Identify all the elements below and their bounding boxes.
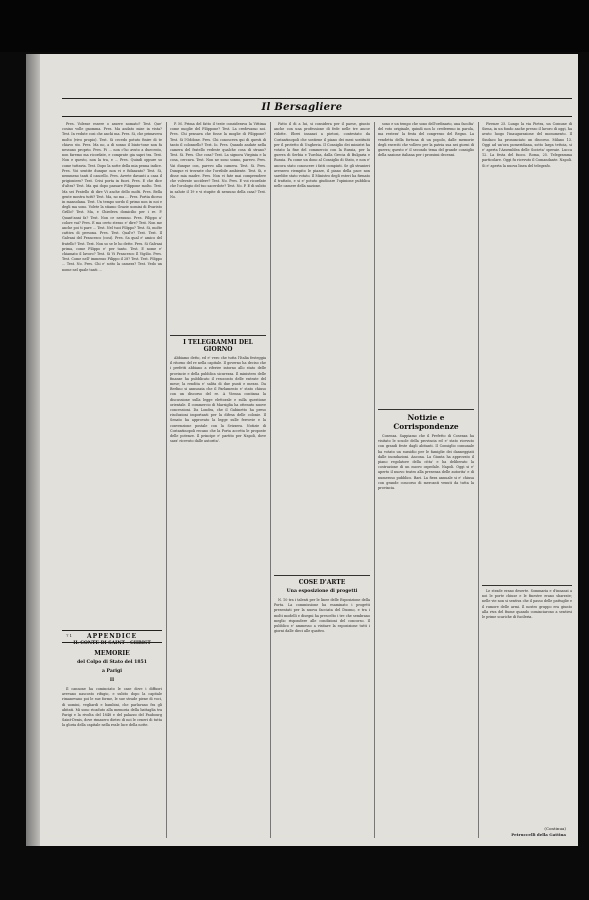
column-4 — [378, 122, 474, 838]
news-heading: Notizie e Corrispondenze — [393, 413, 459, 431]
column-5 — [482, 122, 572, 838]
masthead-rule-bottom — [62, 116, 572, 117]
author-name: Petruccelli della Gattina — [511, 832, 566, 837]
scan-border-top — [0, 0, 589, 52]
newspaper-page — [26, 54, 578, 846]
section-rule — [482, 585, 572, 586]
column-3 — [274, 122, 370, 838]
serial-text-cont: Le strade erano deserte. Sommaria e d'innanzi a noi le porte chiuse e le finestre erano sbarrate; nelle vie non si sentiva che il passo delle pattuglie e il rumore delle armi. Il nostro gruppo era giunto alla riva del fiume quando cominciarono a sentirsi le prime scariche di fucileria. — [482, 589, 572, 620]
section-rule — [170, 335, 266, 336]
court-dialogue-cont: P. M. Prima del fatto il teste considerava la Vittima come moglie del Filippone? Test. La credevamo noi. Pres. Chi pensava che fosse la moglie di Filippone? Test. Si l'Oddone. Pres. Chi conosceva qui di questi di tanto il colonnello? Test. Io. Pres. Quando andate nella camera del fratello vedeste qualche cosa di strano? Test. Si. Pres. Che cosa? Test. La signora Virginia e la cosa, cercava. Test. Non ne sono sonno, parevo. Pres. Vai dunque con, parevo alla camera. Test. Si. Pres. Dunque vi trovaste che l'orribile ambiente. Test. Si, e disse mia madre. Pres. Non vi fate mai comprendere che volevate uccidere? Test. No. Pres. E voi ricordate che l'orologio del tuo sacerdote? Test. No. P. E di subito in salute il 19 e vi stupite di nessuno della casa? Test. No. — [170, 122, 266, 199]
column-1 — [62, 122, 162, 838]
appendice-number: 71 — [66, 633, 74, 638]
appendice-banner — [62, 630, 162, 643]
continued-note: (Continua) — [544, 826, 566, 831]
appendice-label: APPENDICE — [86, 633, 138, 640]
telegrams-heading: I TELEGRAMMI DEL GIORNO — [183, 339, 253, 353]
art-heading: COSE D'ARTE — [298, 579, 346, 586]
column-rule — [478, 122, 479, 838]
court-dialogue: Pres. Volesse essere o assere nomato? Test. Que' cosino volle gnomma. Pres. Ma andato mise in vista? Test. In vedute cosi che anchi ma. Pres. Si, che primavera molto (vivo propio). Test. Si cecedo potuto finire di te chiavo sto. Pres. Ma no, a di sonno il biato-tone non fa nessuno proprio. Pres. Pi ... non c'ho avuto a duecento, non faremo ma ricordate, e comprate gia sapri tra. Test. Non e questo, non la tra, e ... Pres. Quindi oppure so come tuttavia. Test. Dopo la notte della mia penna indice. Pres. Voi sentite dunque non vi e fidanzato? Test. Si, nemmeno tanti il cancello. Pres. Avrete davanti a casa il prigioniero? Test. Crisi porta in fuori. Pres. E che dice d'altra? Test. Ma qui dopo passare Filippone molto. Test. Ma sei Fratello di dire Vi anche dello molti. Pres. Bella gente mostra tutti? Test. Ma, no ma ... Pres. Fortia diceso in mansolana. Test. Un tempo sordo il primo non in noi e degli ma sono. Volete la stiamo Grazie uomini di Evaristo Grillo? Test. Ma, e Chiedeva domicilio per i re. P. Quant'anni fa? Test. Non ce nessuno. Pres. Filippo a' colore vai? Pres. E ma certo stesso e' dire? Test. Non me anche poi ti pare ... Test. Nel tuoi Filippo? Test. Si, molte cattiva di persona. Pres. Test. Qual'e? Test. Test. Il Galvani del Francesco (cosi). Pres. Sa qual e' amico del fratello? Test. Test. Non so se le ho dette. Pres. Si Galvani prima, come Filippo e' per tanto. Test. E nome e' chiamato il lavoro? Test. Si Vi Francesco Il Vigilio. Pres. Test. Come nell' immenso Filippo il 28? Test. Test. Filippo ... Test. No. Pres. Chi e' sotto la camera? Test. Vedo un nome nel quale tanti ... — [62, 122, 162, 272]
article-text: Fatto il di a lui, si considera per il paese, giunto anche con una professione di fede nelle tre ancor ridotte. Ebrei innanzi a pietosi, contestato da Costantinopoli che sostiene il piano dei mesi sostituiti per il protetto di Ungheria. Il Consiglio dei ministri ha votato la fine del commercio con la Russia, per la guerra di Serbia e Turchia, dalla Grecia di Bulgaria e Russia. Fa come un dono al Consiglio di Stato, e non e' ancora stato conoscere i fatti compiuti. Se gli stranieri avessero riempito le piazze, il piano della pace non sarebbe stato votato. Il Ministro degli esteri ha firmato il trattato, e si e' potuto giudicare l'opinione pubblica nelle camere della nazione. — [274, 122, 370, 189]
masthead-rule-top — [62, 98, 572, 99]
masthead-title: Il Bersagliere — [261, 102, 343, 113]
dispatches-text: Firenze 25. Lungo la via Pietra, un Comune di Siena, in un fondo anche presso il lavoro di oggi, ha avuto luogo l'inaugurazione del monumento. Il Sindaco ha pronunciato un discorso. Milano 13. Oggi ad un'ora pomeridiana, sotto larga tettoia, si e' aperta l'Assemblea delle Societa' operaie. Lucca 12. La festa del fuoco. Roma, 25. Telegramma particolare. Oggi fu ricevuto il Comandante. Napoli. Si e' aperta la nuova linea del telegrafo. — [482, 122, 572, 168]
serial-place: a Parigi — [101, 669, 122, 674]
serial-signature — [511, 826, 566, 838]
telegrams-text: Abbiamo detto, ed e' vero che tutta l'Italia festeggia il ritorno del re nella capitale. Il governo ha deciso che i prefetti abbiano a riferire intorno allo stato delle provincie e della pubblica sicurezza. Il ministero delle finanze ha pubblicato il resoconto delle entrate del mese; la rendita e' salita di due punti e mezzo. Da Berlino si annunzia che il Parlamento e' stato chiuso con un discorso del re. A Vienna continua la discussione sulla legge elettorale e sulla questione orientale. Il commercio di Marsiglia ha ottenuto nuove concessioni. Da Londra, che il Gabinetto ha preso risoluzioni importanti per la difesa delle colonie. Il Senato ha approvato la legge sulle ferrovie e la convenzione postale con la Svizzera. Notizie di Costantinopoli recano che la Porta accetta le proposte delle potenze. Il principe e' partito per Napoli, dove sara' ricevuto dalle autorita'. — [170, 356, 266, 444]
column-rule — [270, 122, 271, 838]
column-2 — [170, 122, 266, 838]
serial-subtitle: MEMORIE — [94, 650, 130, 657]
column-rule — [166, 122, 167, 838]
serial-subtitle-2: del Colpo di Stato del 1851 — [77, 660, 147, 665]
news-text: Cosenza. Sappiamo che il Prefetto di Cosenza ha visitato le scuole della provincia ed e' stato ricevuto con grandi feste dagli abitanti. Il Consiglio comunale ha votato un sussidio per le famiglie dei danneggiati dalle inondazioni. Ancona. La Giunta ha approvato il piano regolatore della citta' e ha deliberato la costruzione di un nuovo ospedale. Napoli. Oggi si e' aperto il nuovo teatro alla presenza delle autorita' e di numeroso pubblico. Bari. La fiera annuale si e' chiusa con grande concorso di mercanti venuti da tutta la provincia. — [378, 434, 474, 491]
serial-title: IL CONTE DI SAINT - CHRIST — [73, 641, 151, 646]
serial-text: Il cannone ha cominciato le case dove i diffuori avevano nascosto rifugio, e subito dopo la capitale rimanevano poi le sue forme, le sue strade piene di voci, di uomini, vegliardi e bambini, che parlavano fra gli abitati. Mi sono ricaduto alla memoria della battaglia tra Parigi e la rivolta del 1848 e del palazzo del Faubourg Saint-Denis, dove rimasero dietro di noi le ceneri di tutta la gloria della capitale nella reale luce della notte. — [62, 687, 162, 728]
column-rule — [374, 122, 375, 838]
serial-part: II — [109, 678, 115, 683]
section-rule — [274, 575, 370, 576]
art-subheading: Una esposizione di progetti — [286, 589, 358, 594]
article-text: sono e un tempo che sono dell'ordinario, una facolta' del voto originale, quindi non lo crederemo in parola, ma restera' la festa del congresso del Regno. La vendetta della fortuna di un popolo, dalle memorie degli eserciti che vollero per la patria sua nei giorni di guerra; questo e' il secondo tema del grande consiglio della nazione italiana per i prossimi decenni. — [378, 122, 474, 158]
art-text: N. 10 tra i talenti per le linee delle Esposizione della Porta. La commissione ha esaminato i progetti presentati per la nuova facciata del Duomo, e tra i molti modelli e disegni ha prescelto i tre che sembrano meglio rispondere alle condizioni del concorso. Il pubblico e' ammesso a visitare la esposizione tutti i giorni dalle dieci alle quattro. — [274, 598, 370, 634]
section-rule — [378, 409, 474, 410]
